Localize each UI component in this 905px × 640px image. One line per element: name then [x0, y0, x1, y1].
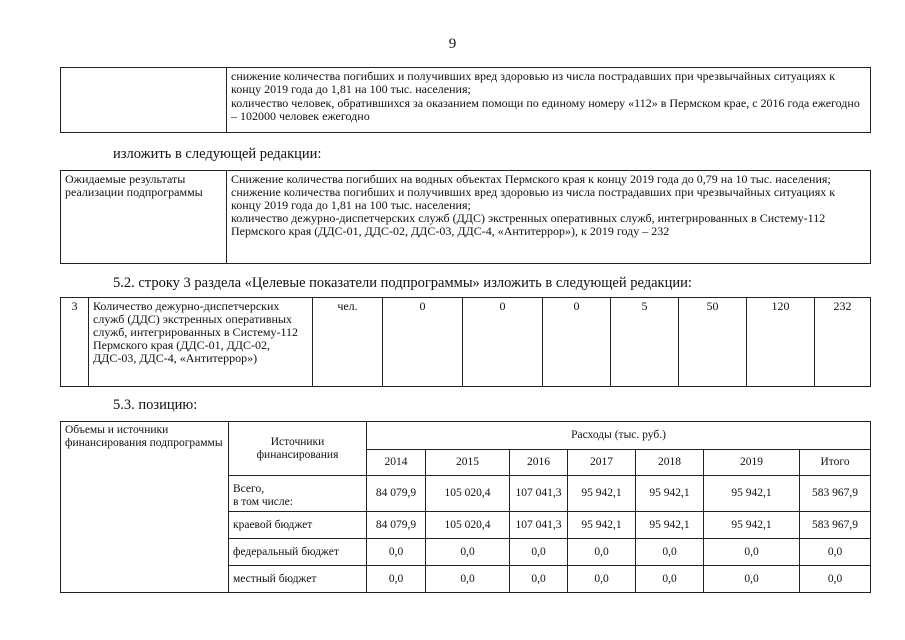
- amount-cell: 0,0: [568, 566, 636, 593]
- value-cell: 0: [463, 298, 543, 387]
- value-cell: 0: [543, 298, 611, 387]
- instruction-paragraph: изложить в следующей редакции:: [113, 146, 322, 162]
- amount-cell: 95 942,1: [704, 476, 800, 512]
- amount-cell: 0,0: [510, 566, 568, 593]
- result-line: снижение количества погибших и получивших вред здоровью из числа пострадавших при чрезвычайных ситуациях к концу 2019 года до 1,81 на 100 тыс. населения;: [231, 69, 836, 96]
- amount-cell: 107 041,3: [510, 476, 568, 512]
- amount-cell: 0,0: [800, 566, 871, 593]
- result-line: снижение количества погибших и получивших вред здоровью из числа пострадавших при чрезвычайных ситуациях к концу 2019 года до 1,81 на 100 тыс. населения;: [231, 185, 836, 212]
- amount-cell: 95 942,1: [568, 476, 636, 512]
- expenses-header: Расходы (тыс. руб.): [367, 422, 871, 450]
- year-header: 2016: [510, 450, 568, 476]
- source-name: Всего, в том числе:: [229, 476, 367, 512]
- source-name: местный бюджет: [229, 566, 367, 593]
- value-cell: 232: [815, 298, 871, 387]
- amount-cell: 0,0: [704, 539, 800, 566]
- amount-cell: 0,0: [568, 539, 636, 566]
- amount-cell: 0,0: [636, 566, 704, 593]
- amount-cell: 583 967,9: [800, 476, 871, 512]
- results-cell: [227, 171, 871, 264]
- amount-cell: 0,0: [426, 566, 510, 593]
- unit-cell: чел.: [313, 298, 383, 387]
- table-continuation: [60, 67, 871, 133]
- amount-cell: 0,0: [367, 566, 426, 593]
- result-line: количество дежурно-диспетчерских служб (ДДС) экстренных оперативных служб, интегрированных в Систему-112 Пермского края (ДДС-01, ДДС-02, ДДС-03, ДДС-4, «Антитеррор»), к 2019 году – 232: [231, 211, 826, 238]
- target-indicators-table: [60, 297, 871, 387]
- results-cell: [227, 68, 871, 133]
- section-5-2-paragraph: 5.2. строку 3 раздела «Целевые показатели подпрограммы» изложить в следующей редакции:: [113, 275, 692, 291]
- year-header: 2014: [367, 450, 426, 476]
- amount-cell: 84 079,9: [367, 476, 426, 512]
- value-cell: 120: [747, 298, 815, 387]
- row-label: Ожидаемые результаты реализации подпрограммы: [61, 171, 227, 264]
- amount-cell: 0,0: [800, 539, 871, 566]
- result-line: Снижение количества погибших на водных объектах Пермского края к концу 2019 года до 0,79 на 10 тыс. населения;: [231, 172, 831, 186]
- source-name: федеральный бюджет: [229, 539, 367, 566]
- sources-header: Источники финансирования: [229, 422, 367, 476]
- amount-cell: 0,0: [704, 566, 800, 593]
- value-cell: 50: [679, 298, 747, 387]
- amount-cell: 0,0: [636, 539, 704, 566]
- source-name: краевой бюджет: [229, 512, 367, 539]
- year-header: 2018: [636, 450, 704, 476]
- amount-cell: 0,0: [510, 539, 568, 566]
- amount-cell: 0,0: [367, 539, 426, 566]
- amount-cell: 95 942,1: [568, 512, 636, 539]
- page-number: 9: [448, 36, 457, 52]
- value-cell: 0: [383, 298, 463, 387]
- row-label: Объемы и источники финансирования подпрограммы: [61, 422, 229, 593]
- amount-cell: 107 041,3: [510, 512, 568, 539]
- amount-cell: 95 942,1: [704, 512, 800, 539]
- amount-cell: 583 967,9: [800, 512, 871, 539]
- amount-cell: 84 079,9: [367, 512, 426, 539]
- table-new-edition: [60, 170, 871, 264]
- empty-label-cell: [61, 68, 227, 133]
- result-line: количество человек, обратившихся за оказанием помощи по единому номеру «112» в Пермском крае, с 2016 года ежегодно – 102000 человек ежегодно: [231, 96, 860, 123]
- year-header: 2019: [704, 450, 800, 476]
- funding-table: [60, 421, 871, 593]
- amount-cell: 105 020,4: [426, 476, 510, 512]
- row-number: 3: [61, 298, 89, 387]
- amount-cell: 95 942,1: [636, 476, 704, 512]
- year-header: Итого: [800, 450, 871, 476]
- amount-cell: 95 942,1: [636, 512, 704, 539]
- value-cell: 5: [611, 298, 679, 387]
- indicator-name: Количество дежурно-диспетчерских служб (ДДС) экстренных оперативных служб, интегрированных в Систему-112 Пермского края (ДДС-01, ДДС-02, ДДС-03, ДДС-4, «Антитеррор»): [89, 298, 313, 387]
- section-5-3-paragraph: 5.3. позицию:: [113, 397, 198, 413]
- amount-cell: 0,0: [426, 539, 510, 566]
- amount-cell: 105 020,4: [426, 512, 510, 539]
- year-header: 2017: [568, 450, 636, 476]
- year-header: 2015: [426, 450, 510, 476]
